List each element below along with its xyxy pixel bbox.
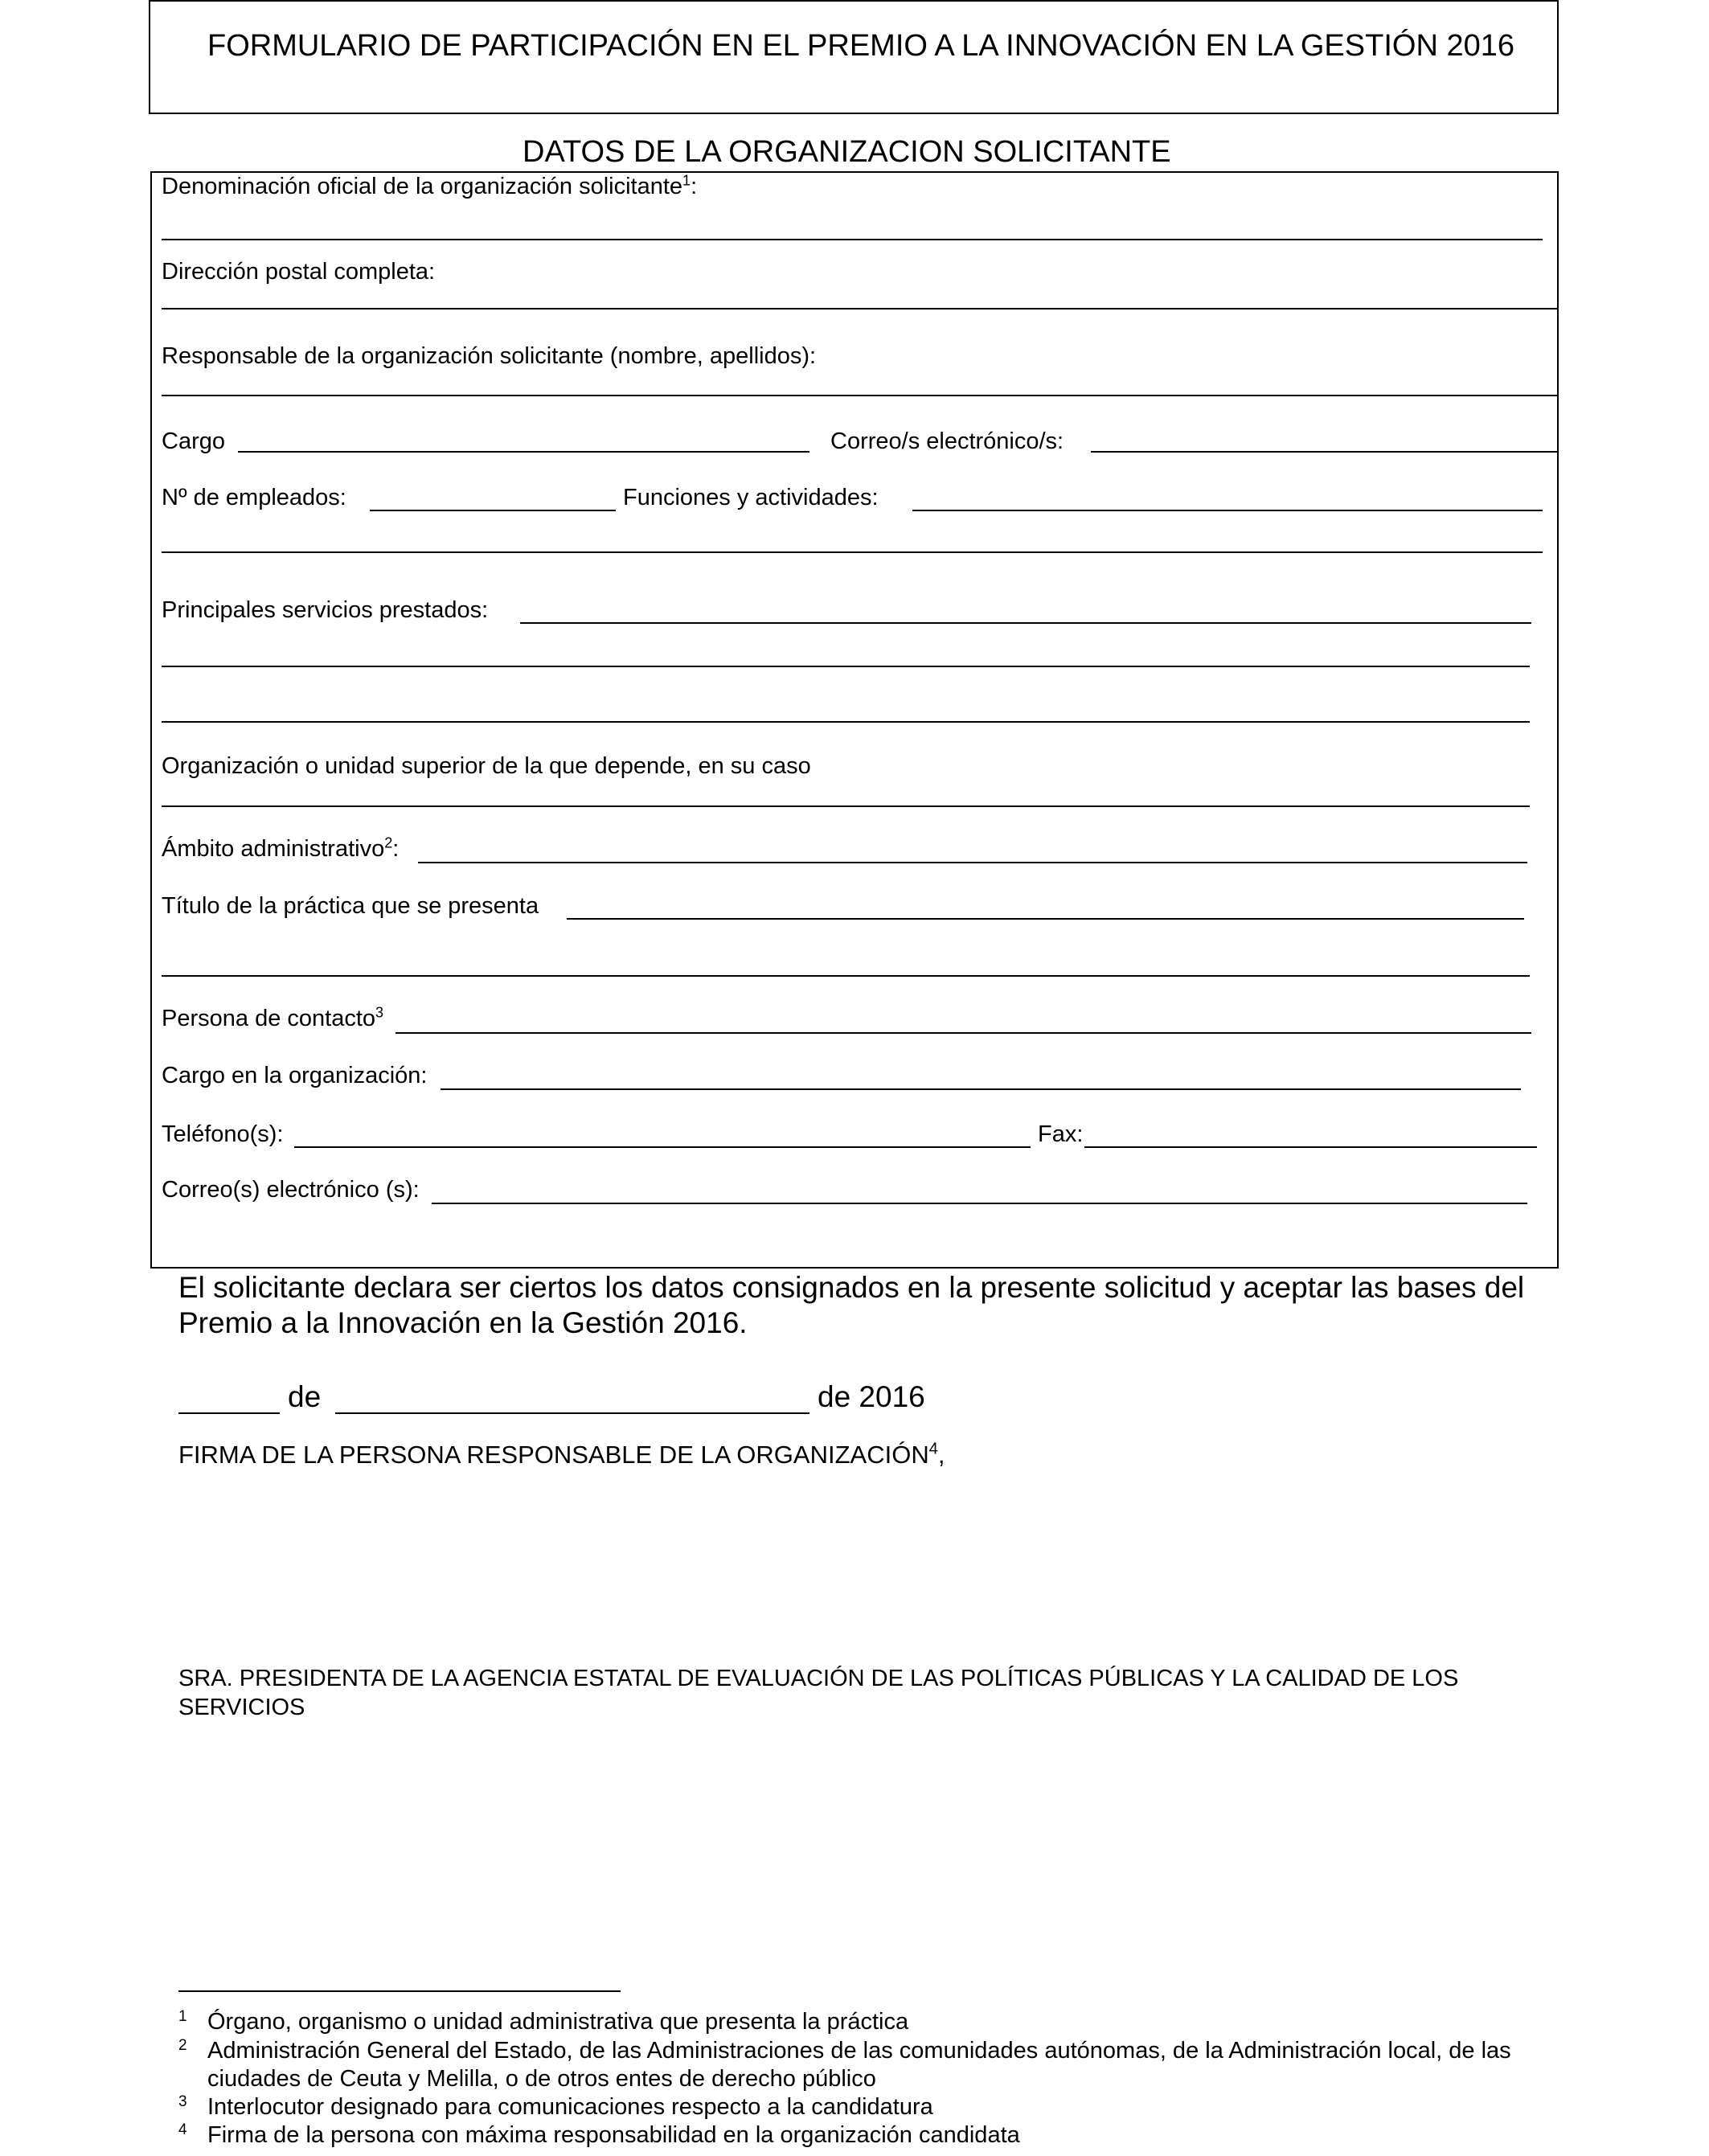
footnote-ref-1: 1 (682, 172, 691, 189)
footnote-2-text: Administración General del Estado, de las Administraciones de las comunidades autónomas, de la Administración local, de las ciudades de Ceuta y Melilla, o de otros entes de derecho público (207, 2038, 1511, 2092)
titulo-label: Título de la práctica que se presenta (162, 893, 539, 919)
contacto-field[interactable] (395, 1032, 1531, 1034)
footnote-1-number: 1 (178, 2008, 187, 2025)
ambito-label: Ámbito administrativo$^2$: (162, 834, 400, 862)
empleados-label: Nº de empleados: (162, 485, 346, 510)
footnote-2-number: 2 (178, 2037, 187, 2054)
footnote-1-text: Órgano, organismo o unidad administrativa que presenta la práctica (207, 2009, 909, 2035)
funciones-label: Funciones y actividades: (623, 485, 879, 510)
correo-org-label: Correo/s electrónico/s: (830, 428, 1064, 454)
servicios-label: Principales servicios prestados: (162, 597, 489, 623)
servicios-field[interactable] (520, 622, 1531, 624)
organizacion-superior-label: Organización o unidad superior de la que depende, en su caso (162, 753, 811, 779)
form-title: FORMULARIO DE PARTICIPACIÓN EN EL PREMIO A LA INNOVACIÓN EN LA GESTIÓN 2016 (207, 29, 1514, 63)
cargo-field[interactable] (238, 451, 809, 453)
declaration-text: El solicitante declara ser ciertos los datos consignados en la presente solicitud y aceptar las bases del Premio a la Innovación en la Gestión 2016. (178, 1271, 1525, 1339)
footnote-ref-3: 3 (375, 1004, 384, 1021)
titulo-field[interactable] (567, 918, 1524, 920)
footnote-ref-2: 2 (384, 834, 393, 851)
denominacion-field[interactable] (162, 239, 1543, 240)
denominacion-label: Denominación oficial de la organización solicitante$^1$: (162, 172, 698, 199)
direccion-field[interactable] (162, 308, 1557, 309)
direccion-label: Dirección postal completa: (162, 259, 436, 285)
telefono-field[interactable] (294, 1146, 1031, 1148)
cargo-org-field[interactable] (441, 1088, 1521, 1090)
footnote-4-number: 4 (178, 2121, 187, 2138)
correo-org-field[interactable] (1091, 451, 1557, 453)
date-year-label: de 2016 (818, 1380, 925, 1413)
funciones-field[interactable] (912, 510, 1543, 511)
empleados-field[interactable] (370, 510, 616, 511)
footnote-separator (178, 1990, 621, 1992)
date-month-field[interactable] (335, 1412, 809, 1414)
servicios-field-line-3[interactable] (162, 721, 1530, 723)
signature-label: FIRMA DE LA PERSONA RESPONSABLE DE LA ORGANIZACIÓN$^4$, (178, 1440, 945, 1469)
ambito-field[interactable] (418, 862, 1527, 863)
date-de-label: de (288, 1380, 322, 1413)
applicant-data-box (150, 171, 1559, 1269)
footnote-ref-4: 4 (928, 1440, 938, 1458)
funciones-field-line-2[interactable] (162, 551, 1543, 553)
section-heading: DATOS DE LA ORGANIZACION SOLICITANTE (523, 135, 1171, 169)
titulo-field-line-2[interactable] (162, 975, 1530, 977)
footnote-4-text: Firma de la persona con máxima responsabilidad en la organización candidata (207, 2122, 1020, 2148)
responsable-label: Responsable de la organización solicitante (nombre, apellidos): (162, 343, 817, 369)
telefono-label: Teléfono(s): (162, 1121, 284, 1147)
fax-field[interactable] (1084, 1146, 1537, 1148)
addressee: SRA. PRESIDENTA DE LA AGENCIA ESTATAL DE EVALUACIÓN DE LAS POLÍTICAS PÚBLICAS Y LA CALIDAD DE LOS SERVICIOS (178, 1666, 1459, 1720)
correo-contacto-label: Correo(s) electrónico (s): (162, 1177, 420, 1203)
footnote-3-number: 3 (178, 2093, 187, 2110)
responsable-field[interactable] (162, 395, 1557, 396)
contacto-label: Persona de contacto$^3$ (162, 1004, 384, 1031)
fax-label: Fax: (1038, 1121, 1084, 1147)
date-day-field[interactable] (178, 1412, 280, 1414)
correo-contacto-field[interactable] (432, 1203, 1527, 1204)
cargo-org-label: Cargo en la organización: (162, 1063, 428, 1088)
organizacion-superior-field[interactable] (162, 805, 1530, 807)
cargo-label: Cargo (162, 428, 225, 454)
servicios-field-line-2[interactable] (162, 666, 1530, 667)
footnote-3-text: Interlocutor designado para comunicaciones respecto a la candidatura (207, 2094, 933, 2120)
